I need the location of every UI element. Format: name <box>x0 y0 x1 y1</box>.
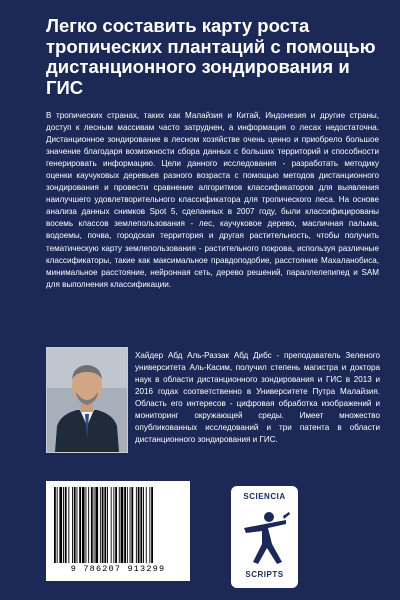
barcode-bar <box>59 487 62 563</box>
reaching-figure-icon <box>238 504 291 568</box>
barcode-bar <box>100 487 101 563</box>
barcode-bar <box>74 487 76 563</box>
barcode-bar <box>68 487 69 563</box>
barcode-bar <box>113 487 114 563</box>
barcode-bar <box>94 487 95 563</box>
barcode-bar <box>115 487 117 563</box>
barcode-bar <box>138 487 140 563</box>
author-photo <box>46 347 128 453</box>
barcode-bar <box>82 487 85 563</box>
barcode-bars <box>52 487 184 563</box>
barcode-bar <box>136 487 137 563</box>
barcode-bar <box>146 487 147 563</box>
barcode-bar <box>149 487 150 563</box>
barcode-bar <box>130 487 131 563</box>
barcode-bar <box>72 487 73 563</box>
barcode-bar <box>143 487 144 563</box>
book-description: В тропических странах, таких как Малайзия и Китай, Индонезия и другие страны, доступ к лесным массивам часто затруднен, а информация о лесах недостаточна. Дистанционное зондирование в лесном хозяйстве очень ценно и приобрело большое значение благодаря возможности сбора данных с больших территорий и способности генерировать информацию. Цели данного исследования - разработать методику оценки каучуковых деревьев разного возраста с помощью методов дистанционного зондирования и провести сравнение алгоритмов классификаторов для выявления наилучшего удовлетворительного классификатора для тропического леса. На основе анализа данных снимков Spot 5, сделанных в 2007 году, были классифицированы восемь классов землепользования - лес, каучуковое дерево, масличная пальма, водоемы, почва, городская территория и другая растительность, чтобы получить тематическую карту землепользования - растительного покрова, используя различные классификаторы, такие как максимальное правдоподобие, расстояние Махаланобиса, минимальное расстояние, нейронная сеть, дерево решений, параллелепипед и SAM для выполнения классификации. <box>46 111 379 289</box>
barcode-bar <box>131 487 133 563</box>
isbn-number: 9 786207 913299 <box>70 564 166 574</box>
author-bio: Хайдер Абд Аль-Раззак Абд Дибс - преподаватель Зеленого университета Аль-Касим, получил степень магистра и доктора наук в области дистанционного зондирования и ГИС в 2013 и 2016 годах соответственно в Университете Путра Малайзия. Область его интересов - цифровая обработка изображений и мониторинг окружающей среды. Имеет множество опубликованных исследований и три патента в области дистанционного зондирования и ГИС. <box>135 351 380 445</box>
barcode-bar <box>65 487 67 563</box>
barcode-bar <box>95 487 98 563</box>
publisher-logo-bottom-text: SCRIPTS <box>245 570 284 579</box>
barcode-bar <box>63 487 64 563</box>
barcode-bar <box>104 487 106 563</box>
book-title: Легко составить карту роста тропических плантаций с помощью дистанционного зондирования и ГИС <box>46 15 376 98</box>
author-portrait-icon <box>47 348 127 452</box>
publisher-logo-top-text: SCIENCIA <box>243 492 286 501</box>
barcode-bar <box>86 487 87 563</box>
barcode-bar <box>57 487 58 563</box>
barcode-bar <box>88 487 89 563</box>
barcode-bar <box>124 487 126 563</box>
barcode-bar <box>127 487 128 563</box>
barcode-bar <box>121 487 124 563</box>
barcode-bar <box>151 487 153 563</box>
barcode-bar <box>79 487 81 563</box>
barcode-bar <box>140 487 142 563</box>
barcode-bar <box>54 487 56 563</box>
barcode-bar <box>107 487 108 563</box>
barcode-bar <box>119 487 120 563</box>
barcode-bar <box>102 487 104 563</box>
publisher-logo <box>231 486 298 588</box>
isbn-barcode <box>46 481 190 581</box>
barcode-bar <box>111 487 112 563</box>
barcode-bar <box>91 487 93 563</box>
barcode-bar <box>77 487 78 563</box>
